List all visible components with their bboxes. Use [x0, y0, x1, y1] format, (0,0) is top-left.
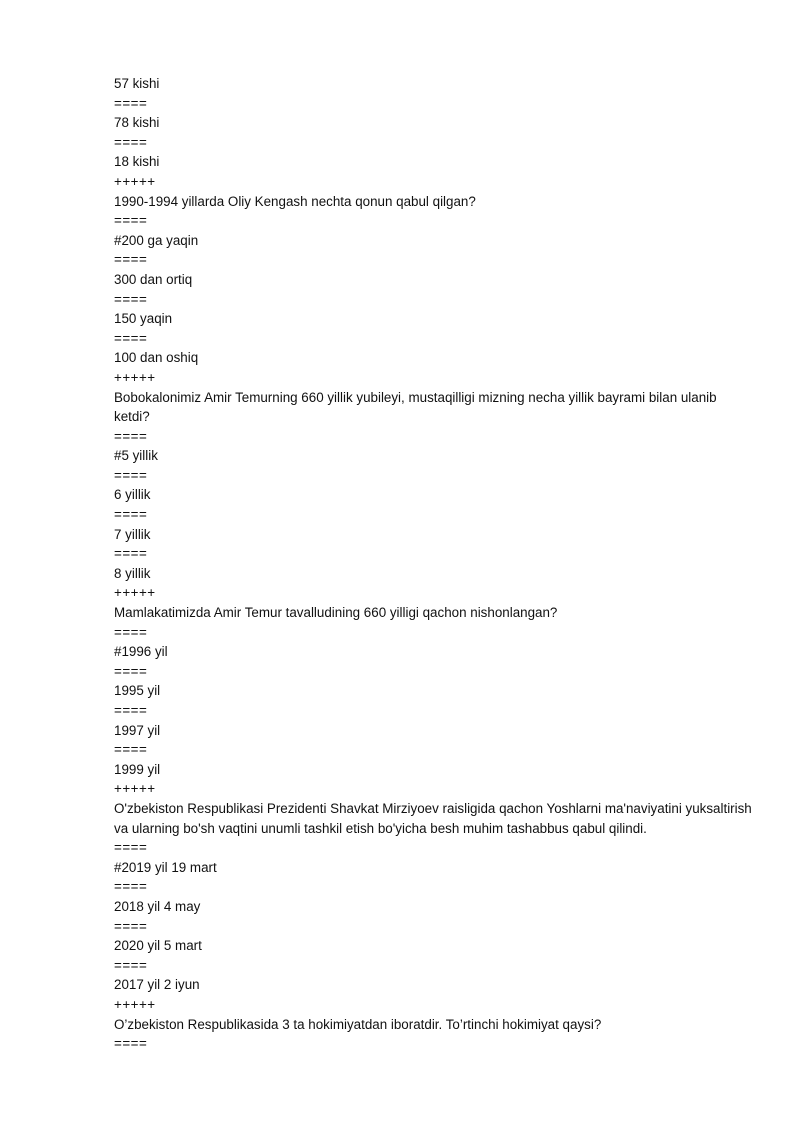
answer-option: 100 dan oshiq [114, 350, 199, 366]
question-separator: +++++ [114, 781, 156, 797]
answer-option: 8 yillik [114, 565, 151, 581]
answer-option: 2018 yil 4 may [114, 898, 201, 914]
question-separator: +++++ [114, 996, 156, 1012]
option-separator: ==== [114, 742, 148, 758]
document-page [114, 74, 754, 1054]
option-separator: ==== [114, 330, 148, 346]
answer-option: 150 yaqin [114, 311, 173, 327]
answer-option: #200 ga yaqin [114, 232, 199, 248]
answer-option: #1996 yil [114, 644, 168, 660]
option-separator: ==== [114, 291, 148, 307]
question-separator: +++++ [114, 585, 156, 601]
option-separator: ==== [114, 252, 148, 268]
option-separator: ==== [114, 1036, 148, 1052]
option-separator: ==== [114, 663, 148, 679]
option-separator: ==== [114, 879, 148, 895]
answer-option: 57 kishi [114, 76, 160, 91]
question-separator: +++++ [114, 173, 156, 189]
question-text: O'zbekiston Respublikasi Prezidenti Shavkat Mirziyoev raisligida qachon Yoshlarni ma'naviyatini yuksaltirish va ularning bo'sh vaqtini unumli tashkil etish bo'yicha besh muhim tashabbus qabul qilindi. [114, 800, 756, 836]
answer-option: 300 dan ortiq [114, 271, 193, 287]
option-separator: ==== [114, 428, 148, 444]
option-separator: ==== [114, 840, 148, 856]
answer-option: 18 kishi [114, 154, 160, 170]
answer-option: #5 yillik [114, 448, 158, 464]
answer-option: 1995 yil [114, 683, 161, 699]
option-separator: ==== [114, 507, 148, 523]
question-text: 1990-1994 yillarda Oliy Kengash nechta qonun qabul qilgan? [114, 193, 476, 209]
option-separator: ==== [114, 546, 148, 562]
option-separator: ==== [114, 213, 148, 229]
option-separator: ==== [114, 703, 148, 718]
option-separator: ==== [114, 95, 148, 111]
option-separator: ==== [114, 957, 148, 973]
option-separator: ==== [114, 918, 148, 934]
answer-option: 2017 yil 2 iyun [114, 977, 200, 993]
question-text: Mamlakatimizda Amir Temur tavalludining 660 yilligi qachon nishonlangan? [114, 605, 558, 621]
answer-option: 2020 yil 5 mart [114, 938, 202, 954]
answer-option: 78 kishi [114, 115, 160, 131]
answer-option: #2019 yil 19 mart [114, 859, 217, 875]
option-separator: ==== [114, 134, 148, 150]
answer-option: 1997 yil [114, 722, 161, 738]
answer-option: 6 yillik [114, 487, 151, 503]
option-separator: ==== [114, 467, 148, 483]
question-text: Bobokalonimiz Amir Temurning 660 yillik yubileyi, mustaqilligi mizning necha yillik bayrami bilan ulanib ketdi? [114, 389, 721, 425]
question-separator: +++++ [114, 369, 156, 385]
question-text: O’zbekiston Respublikasida 3 ta hokimiyatdan iboratdir. To’rtinchi hokimiyat qaysi? [114, 1016, 602, 1032]
answer-option: 1999 yil [114, 761, 161, 777]
answer-option: 7 yillik [114, 526, 151, 542]
option-separator: ==== [114, 624, 148, 640]
